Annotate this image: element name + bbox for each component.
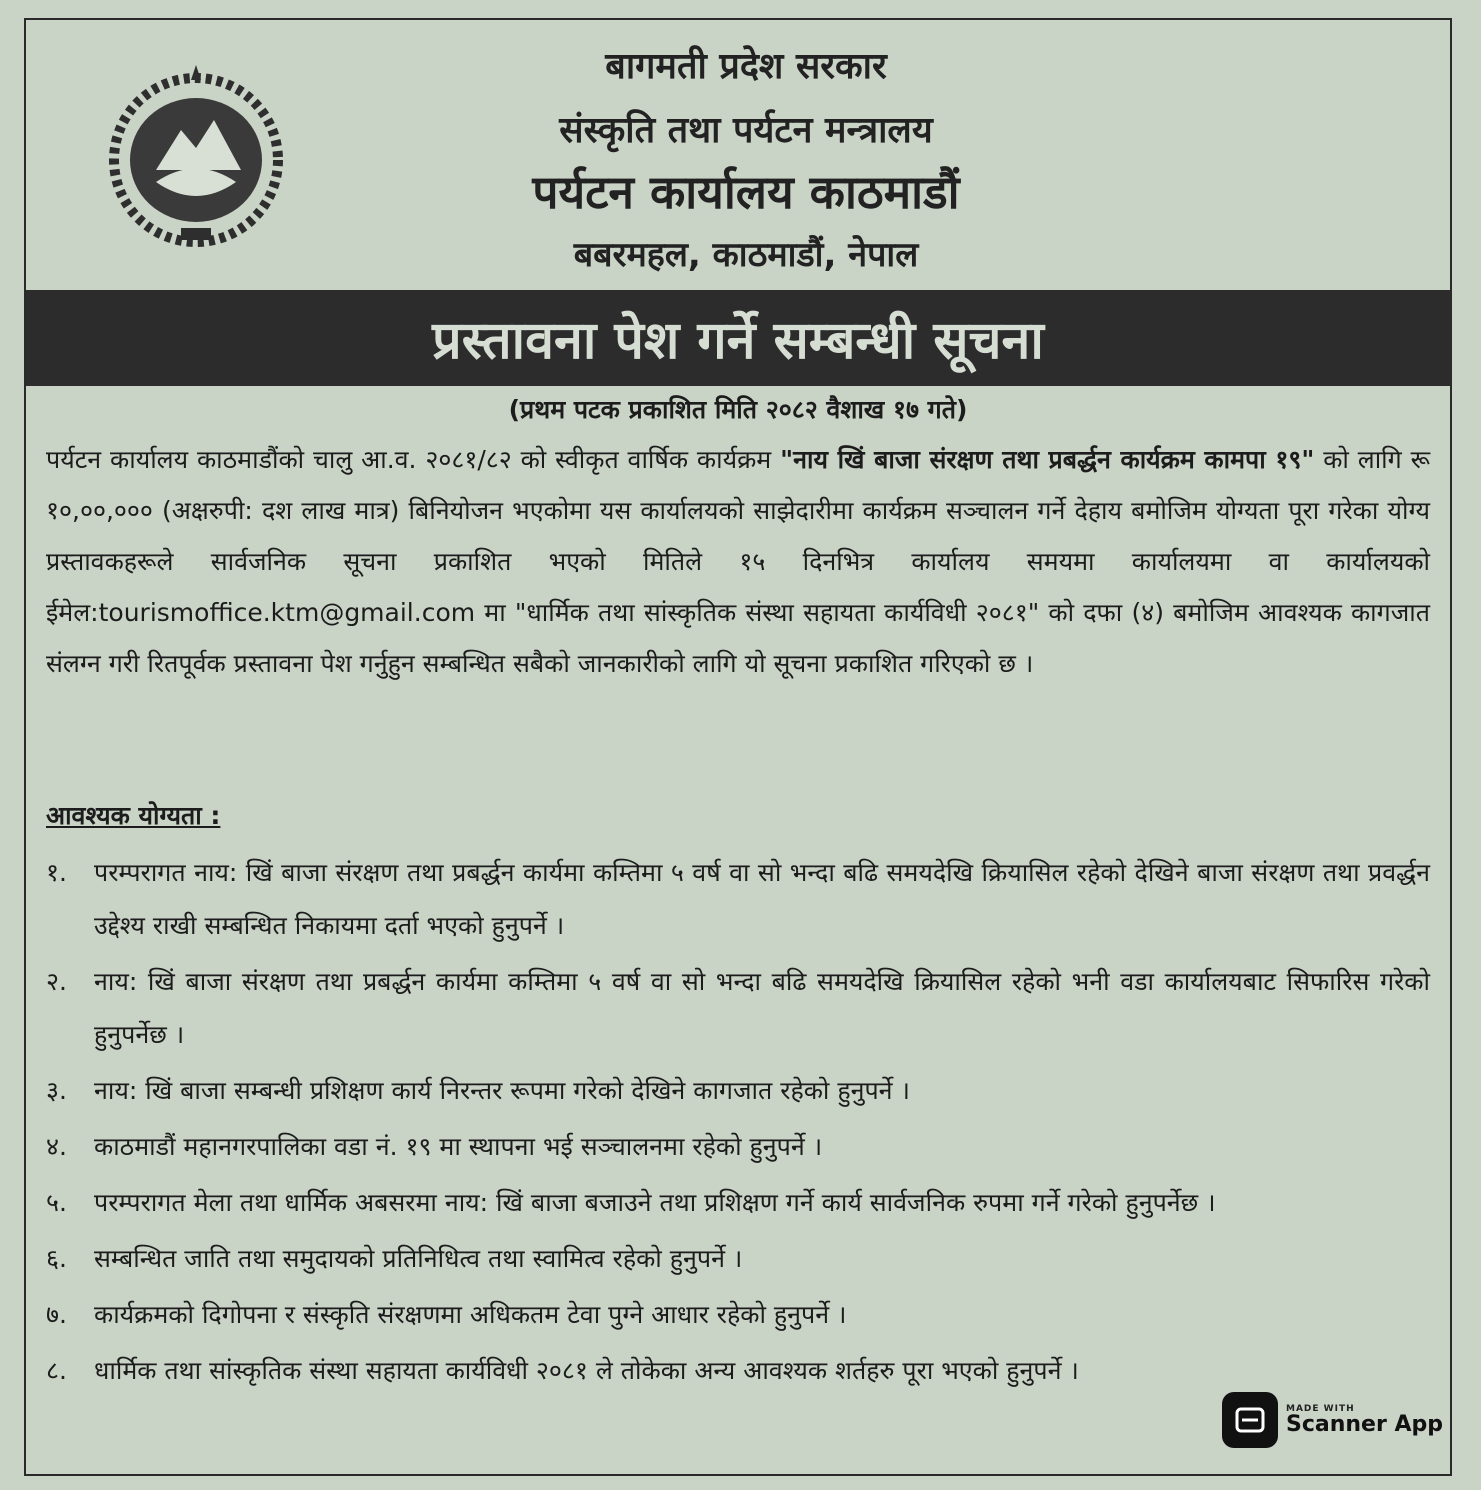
publication-note: (प्रथम पटक प्रकाशित मिति २०८२ वैशाख १७ गते) [508,395,968,424]
requirement-item [46,1176,1430,1229]
office-name: पर्यटन कार्यालय काठमाडौं [532,165,960,219]
requirement-number: ६. [46,1244,67,1273]
notice-body [46,434,1430,689]
requirement-number: ५. [46,1188,67,1217]
requirement-text: नाय: खिं बाजा संरक्षण तथा प्रबर्द्धन कार्यमा कम्तिमा ५ वर्ष वा सो भन्दा बढि समयदेखि क्रियासिल रहेको भनी वडा कार्यालयबाट सिफारिस गरेको हुनुपर्नेछ । [94,967,1430,1049]
made-with-label: MADE WITH [1286,1403,1355,1414]
requirement-text: सम्बन्धित जाति तथा समुदायको प्रतिनिधित्व तथा स्वामित्व रहेको हुनुपर्ने । [94,1244,743,1273]
requirement-number: ३. [46,1076,67,1105]
scanner-app-brand: Scanner App [1286,1411,1444,1437]
notice-frame [24,18,1452,1476]
requirement-number: ४. [46,1132,67,1161]
requirement-text: धार्मिक तथा सांस्कृतिक संस्था सहायता कार्यविधी २०८१ ले तोकेका अन्य आवश्यक शर्तहरु पूरा भएको हुनुपर्ने । [94,1356,1079,1385]
requirements-title: आवश्यक योग्यता : [46,801,221,830]
body-intro-part1: पर्यटन कार्यालय काठमाडौंको चालु आ.व. २०८१/८२ को स्वीकृत वार्षिक कार्यक्रम [46,445,781,474]
program-name: "नाय खिं बाजा संरक्षण तथा प्रबर्द्धन कार्यक्रम कामपा १९" [780,445,1315,474]
requirement-item [46,1232,1430,1285]
notice-title: प्रस्तावना पेश गर्ने सम्बन्धी सूचना [26,290,1450,386]
requirement-number: १. [46,858,67,887]
scanner-app-watermark [1222,1388,1447,1452]
body-intro-part2: को लागि रू १०,००,००० (अक्षरुपी: दश लाख मात्र) बिनियोजन भएकोमा यस कार्यालयको साझेदारीमा कार्यक्रम सञ्चालन गर्ने देहाय बमोजिम योग्यता पूरा गरेका योग्य प्रस्तावकहरूले सार्वजनिक सूचना प्रकाशित भएको मितिले १५ दिनभित्र कार्यालय समयमा कार्यालयमा वा कार्यालयको ईमेल:tourismoffice.ktm@gmail.com मा "धार्मिक तथा सांस्कृतिक संस्था सहायता कार्यविधी २०८१" को दफा (४) बमोजिम आवश्यक कागजात संलग्न गरी रितपूर्वक प्रस्तावना पेश गर्नुहुन सम्बन्धित सबैको जानकारीको लागि यो सूचना प्रकाशित गरिएको छ । [46,445,1430,678]
ministry-name: संस्कृति तथा पर्यटन मन्त्रालय [559,110,933,151]
requirement-text: परम्परागत मेला तथा धार्मिक अबसरमा नाय: खिं बाजा बजाउने तथा प्रशिक्षण गर्ने कार्य सार्वजनिक रुपमा गर्ने गरेको हुनुपर्नेछ । [94,1188,1216,1217]
office-address: बबरमहल, काठमाडौं, नेपाल [573,235,919,275]
requirement-number: २. [46,967,67,996]
requirement-text: कार्यक्रमको दिगोपना र संस्कृति संरक्षणमा अधिकतम टेवा पुग्ने आधार रहेको हुनुपर्ने । [94,1300,847,1329]
requirement-text: परम्परागत नाय: खिं बाजा संरक्षण तथा प्रबर्द्धन कार्यमा कम्तिमा ५ वर्ष वा सो भन्दा बढि समयदेखि क्रियासिल रहेको देखिने बाजा संरक्षण तथा प्रवर्द्धन उद्देश्य राखी सम्बन्धित निकायमा दर्ता भएको हुनुपर्ने । [94,858,1430,940]
requirement-item [46,1064,1430,1117]
requirement-number: ७. [46,1300,67,1329]
requirements-list [46,846,1430,1400]
scanner-app-icon [1222,1392,1278,1448]
notice-header [26,20,1454,288]
requirement-number: ८. [46,1356,67,1385]
requirement-item [46,1288,1430,1341]
requirement-text: नाय: खिं बाजा सम्बन्धी प्रशिक्षण कार्य निरन्तर रूपमा गरेको देखिने कागजात रहेको हुनुपर्ने । [94,1076,910,1105]
nepal-emblem-icon [96,60,296,250]
government-name: बागमती प्रदेश सरकार [605,46,887,87]
requirement-item [46,1120,1430,1173]
requirement-item [46,846,1430,952]
requirement-item [46,955,1430,1061]
requirement-text: काठमाडौं महानगरपालिका वडा नं. १९ मा स्थापना भई सञ्चालनमा रहेको हुनुपर्ने । [94,1132,823,1161]
